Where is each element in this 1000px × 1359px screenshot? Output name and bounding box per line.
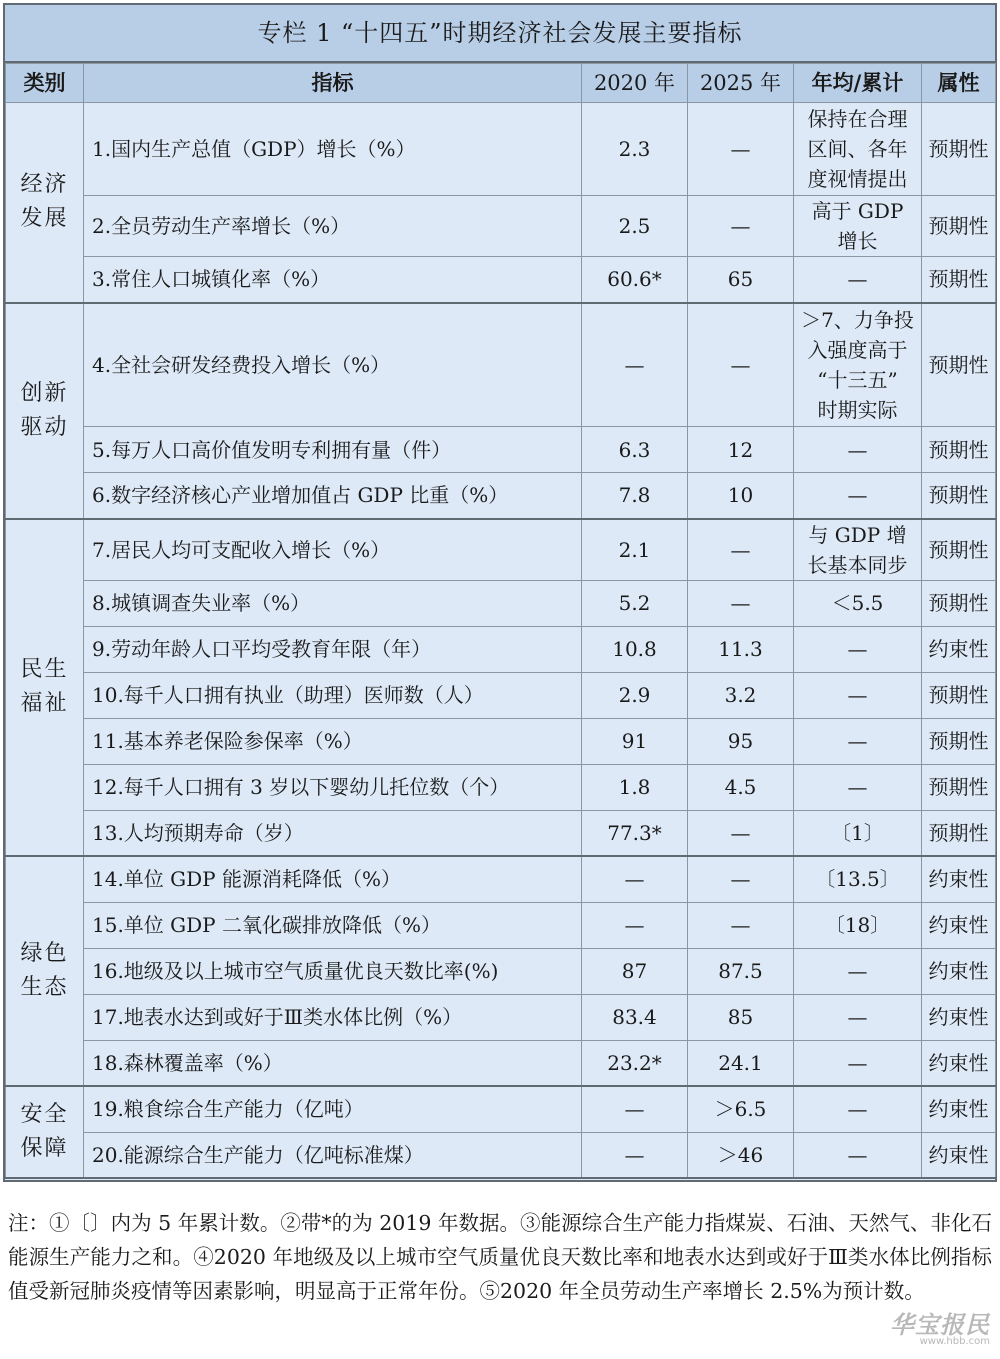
- watermark-url: www.hbb.com: [919, 1336, 990, 1347]
- average-cumulative-cell: [794, 427, 922, 473]
- category-cell: [6, 1086, 84, 1178]
- average-cumulative-line: —: [847, 775, 868, 799]
- average-cumulative-line: 〔13.5〕: [815, 867, 900, 892]
- attribute-cell: 预期性: [922, 718, 996, 764]
- average-cumulative-line: —: [847, 1050, 868, 1075]
- category-label-line: 绿色: [20, 941, 69, 966]
- average-cumulative-cell: [794, 1132, 922, 1178]
- category-cell: [6, 519, 84, 857]
- average-cumulative-line: 度视情提出: [807, 167, 908, 191]
- table-row: [6, 1086, 996, 1132]
- value-2025-cell: ＞46: [688, 1132, 794, 1178]
- value-2020-cell: —: [582, 1132, 688, 1178]
- table-row: [6, 196, 996, 257]
- attribute-cell: 预期性: [922, 473, 996, 519]
- table-row: [6, 473, 996, 519]
- header-2025: 2025 年: [688, 64, 794, 103]
- average-cumulative-line: 高于 GDP: [811, 199, 904, 223]
- average-cumulative-line: “十三五”: [817, 367, 898, 392]
- average-cumulative-cell: [794, 810, 922, 856]
- attribute-cell: 约束性: [922, 1086, 996, 1132]
- attribute-cell: 预期性: [922, 303, 996, 427]
- average-cumulative-cell: [794, 196, 922, 257]
- indicator-cell: 16.地级及以上城市空气质量优良天数比率(%): [84, 948, 582, 994]
- value-2025-cell: —: [688, 103, 794, 196]
- value-2025-cell: ＞6.5: [688, 1086, 794, 1132]
- table-row: [6, 856, 996, 902]
- value-2025-cell: —: [688, 902, 794, 948]
- header-indicator: 指标: [84, 64, 582, 103]
- value-2025-cell: 11.3: [688, 626, 794, 672]
- average-cumulative-cell: [794, 994, 922, 1040]
- indicator-cell: 11.基本养老保险参保率（%）: [84, 718, 582, 764]
- average-cumulative-line: ＜5.5: [831, 591, 884, 615]
- table-row: [6, 994, 996, 1040]
- average-cumulative-cell: [794, 718, 922, 764]
- category-cell: [6, 103, 84, 303]
- value-2020-cell: 1.8: [582, 764, 688, 810]
- attribute-cell: 预期性: [922, 810, 996, 856]
- indicator-cell: 4.全社会研发经费投入增长（%）: [84, 303, 582, 427]
- indicator-table-panel: [3, 3, 997, 1182]
- value-2020-cell: 2.5: [582, 196, 688, 257]
- table-row: [6, 718, 996, 764]
- average-cumulative-cell: [794, 764, 922, 810]
- category-label-line: 福祉: [20, 691, 69, 717]
- indicator-cell: 10.每千人口拥有执业（助理）医师数（人）: [84, 672, 582, 718]
- category-label-line: 经济: [20, 172, 69, 198]
- average-cumulative-cell: [794, 303, 922, 427]
- value-2025-cell: 95: [688, 718, 794, 764]
- category-label-line: 驱动: [20, 414, 69, 440]
- value-2025-cell: 24.1: [688, 1040, 794, 1086]
- average-cumulative-cell: [794, 856, 922, 902]
- average-cumulative-line: —: [847, 483, 868, 508]
- header-2020: 2020 年: [582, 64, 688, 103]
- average-cumulative-line: —: [847, 437, 868, 462]
- indicator-cell: 20.能源综合生产能力（亿吨标准煤）: [84, 1132, 582, 1178]
- attribute-cell: 预期性: [922, 519, 996, 581]
- indicator-cell: 9.劳动年龄人口平均受教育年限（年）: [84, 626, 582, 672]
- average-cumulative-cell: [794, 626, 922, 672]
- category-label-line: 创新: [20, 380, 69, 406]
- value-2020-cell: 60.6*: [582, 257, 688, 303]
- value-2020-cell: 6.3: [582, 427, 688, 473]
- table-row: [6, 427, 996, 473]
- average-cumulative-line: —: [847, 267, 868, 292]
- value-2020-cell: —: [582, 1086, 688, 1132]
- average-cumulative-line: 与 GDP 增: [808, 522, 907, 547]
- average-cumulative-line: 时期实际: [817, 397, 898, 422]
- average-cumulative-line: —: [847, 1097, 868, 1122]
- indicator-cell: 12.每千人口拥有 3 岁以下婴幼儿托位数（个）: [84, 764, 582, 810]
- table-row: [6, 257, 996, 303]
- average-cumulative-line: 增长: [837, 229, 878, 253]
- indicator-cell: 3.常住人口城镇化率（%）: [84, 257, 582, 303]
- value-2025-cell: 4.5: [688, 764, 794, 810]
- category-label-line: 安全: [20, 1102, 69, 1127]
- value-2025-cell: —: [688, 810, 794, 856]
- average-cumulative-line: ＞7、力争投: [801, 307, 914, 332]
- table-row: [6, 1132, 996, 1178]
- table-row: [6, 626, 996, 672]
- header-average-cumulative: 年均/累计: [794, 64, 922, 103]
- indicators-table: [5, 63, 996, 1179]
- table-row: [6, 103, 996, 196]
- header-attribute: 属性: [922, 64, 996, 103]
- category-label-line: 发展: [20, 206, 69, 232]
- value-2025-cell: 65: [688, 257, 794, 303]
- value-2020-cell: 7.8: [582, 473, 688, 519]
- indicator-cell: 14.单位 GDP 能源消耗降低（%）: [84, 856, 582, 902]
- average-cumulative-line: 入强度高于: [807, 337, 908, 362]
- table-row: [6, 810, 996, 856]
- average-cumulative-cell: [794, 580, 922, 626]
- indicator-cell: 13.人均预期寿命（岁）: [84, 810, 582, 856]
- average-cumulative-cell: [794, 473, 922, 519]
- value-2020-cell: —: [582, 303, 688, 427]
- table-notes: 注：①〔〕内为 5 年累计数。②带*的为 2019 年数据。③能源综合生产能力指煤炭、石油、天然气、非化石能源生产能力之和。④2020 年地级及以上城市空气质量优良天数比率和地表水达到或好于Ⅲ类水体比例指标值受新冠肺炎疫情等因素影响，明显高于正常年份。⑤2020 年全员劳动生产率增长 2.5%为预计数。: [8, 1211, 992, 1303]
- attribute-cell: 预期性: [922, 672, 996, 718]
- average-cumulative-line: 保持在合理: [807, 107, 908, 131]
- attribute-cell: 预期性: [922, 257, 996, 303]
- value-2025-cell: 85: [688, 994, 794, 1040]
- average-cumulative-line: —: [847, 729, 868, 753]
- table-title: 专栏 1 “十四五”时期经济社会发展主要指标: [5, 5, 995, 63]
- average-cumulative-line: —: [847, 959, 868, 983]
- average-cumulative-line: 〔18〕: [824, 913, 891, 937]
- header-category: 类别: [6, 64, 84, 103]
- value-2025-cell: 3.2: [688, 672, 794, 718]
- table-body: [6, 103, 996, 1179]
- value-2020-cell: 23.2*: [582, 1040, 688, 1086]
- average-cumulative-line: —: [847, 683, 868, 707]
- value-2020-cell: —: [582, 856, 688, 902]
- attribute-cell: 约束性: [922, 994, 996, 1040]
- value-2020-cell: 83.4: [582, 994, 688, 1040]
- average-cumulative-line: —: [847, 637, 868, 661]
- indicator-cell: 15.单位 GDP 二氧化碳排放降低（%）: [84, 902, 582, 948]
- value-2025-cell: —: [688, 196, 794, 257]
- category-cell: [6, 856, 84, 1086]
- category-label-line: 民生: [20, 657, 69, 683]
- average-cumulative-cell: [794, 1040, 922, 1086]
- table-row: [6, 902, 996, 948]
- indicator-cell: 8.城镇调查失业率（%）: [84, 580, 582, 626]
- value-2020-cell: 91: [582, 718, 688, 764]
- value-2020-cell: 5.2: [582, 580, 688, 626]
- average-cumulative-line: 区间、各年: [807, 137, 908, 161]
- watermark-text: 华宝报民: [890, 1311, 990, 1339]
- value-2020-cell: 77.3*: [582, 810, 688, 856]
- value-2020-cell: —: [582, 902, 688, 948]
- table-header-row: [6, 64, 996, 103]
- attribute-cell: 约束性: [922, 948, 996, 994]
- average-cumulative-line: —: [847, 1142, 868, 1167]
- category-cell: [6, 303, 84, 519]
- attribute-cell: 预期性: [922, 580, 996, 626]
- category-label-line: 生态: [20, 975, 69, 1000]
- table-row: [6, 303, 996, 427]
- value-2020-cell: 2.3: [582, 103, 688, 196]
- average-cumulative-cell: [794, 519, 922, 581]
- value-2025-cell: 12: [688, 427, 794, 473]
- attribute-cell: 约束性: [922, 902, 996, 948]
- value-2020-cell: 2.1: [582, 519, 688, 581]
- table-row: [6, 519, 996, 581]
- indicator-cell: 2.全员劳动生产率增长（%）: [84, 196, 582, 257]
- attribute-cell: 预期性: [922, 196, 996, 257]
- indicator-cell: 7.居民人均可支配收入增长（%）: [84, 519, 582, 581]
- attribute-cell: 约束性: [922, 626, 996, 672]
- average-cumulative-cell: [794, 1086, 922, 1132]
- average-cumulative-line: —: [847, 1005, 868, 1029]
- table-row: [6, 1040, 996, 1086]
- indicator-cell: 19.粮食综合生产能力（亿吨）: [84, 1086, 582, 1132]
- category-label-line: 保障: [20, 1136, 69, 1161]
- watermark-logo: [870, 1305, 990, 1347]
- table-row: [6, 764, 996, 810]
- attribute-cell: 预期性: [922, 427, 996, 473]
- average-cumulative-cell: [794, 103, 922, 196]
- value-2025-cell: —: [688, 856, 794, 902]
- indicator-cell: 17.地表水达到或好于Ⅲ类水体比例（%）: [84, 994, 582, 1040]
- average-cumulative-cell: [794, 902, 922, 948]
- value-2020-cell: 87: [582, 948, 688, 994]
- average-cumulative-cell: [794, 257, 922, 303]
- indicator-cell: 5.每万人口高价值发明专利拥有量（件）: [84, 427, 582, 473]
- value-2025-cell: —: [688, 303, 794, 427]
- table-row: [6, 948, 996, 994]
- table-row: [6, 580, 996, 626]
- value-2025-cell: 87.5: [688, 948, 794, 994]
- average-cumulative-line: 长基本同步: [807, 552, 908, 577]
- attribute-cell: 约束性: [922, 856, 996, 902]
- table-row: [6, 672, 996, 718]
- value-2025-cell: —: [688, 519, 794, 581]
- average-cumulative-line: 〔1〕: [831, 820, 884, 845]
- attribute-cell: 约束性: [922, 1132, 996, 1178]
- value-2025-cell: —: [688, 580, 794, 626]
- indicator-cell: 1.国内生产总值（GDP）增长（%）: [84, 103, 582, 196]
- attribute-cell: 约束性: [922, 1040, 996, 1086]
- attribute-cell: 预期性: [922, 764, 996, 810]
- value-2025-cell: 10: [688, 473, 794, 519]
- indicator-cell: 18.森林覆盖率（%）: [84, 1040, 582, 1086]
- value-2020-cell: 2.9: [582, 672, 688, 718]
- average-cumulative-cell: [794, 948, 922, 994]
- value-2020-cell: 10.8: [582, 626, 688, 672]
- indicator-cell: 6.数字经济核心产业增加值占 GDP 比重（%）: [84, 473, 582, 519]
- attribute-cell: 预期性: [922, 103, 996, 196]
- average-cumulative-cell: [794, 672, 922, 718]
